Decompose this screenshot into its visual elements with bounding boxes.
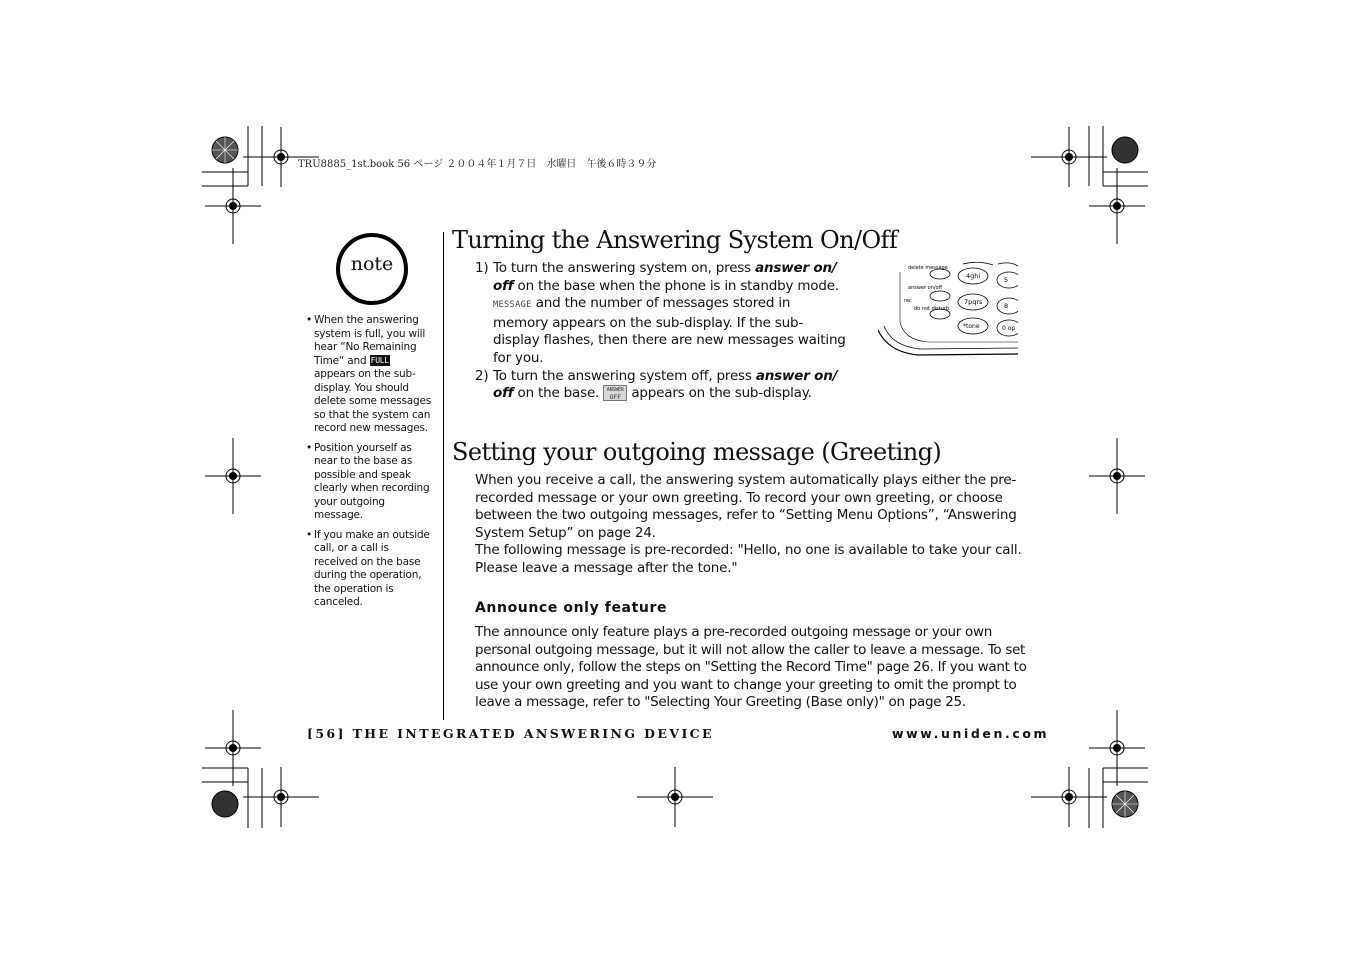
note-item: • When the answering system is full, you will hear “No Remaining Time“ and FULL appears on the sub-display. You should delete some messages so that the system can record new messages. — [306, 314, 434, 436]
column-divider — [443, 232, 444, 720]
phone-key: 7pqrs — [964, 298, 983, 306]
steps-list — [475, 260, 847, 403]
note-item: • Position yourself as near to the base as possible and speak clearly when recording your outgoing message. — [306, 442, 434, 523]
greeting-paragraph: When you receive a call, the answering system automatically plays either the pre-recorded message or your own greeting. To record your own greeting, or choose between the two outgoing messages, refer to “Setting Menu Options”, “Answering System Setup” on page 24. The following message is pre-recorded: "Hello, no one is available to take your call. Please leave a message after the tone." — [475, 472, 1022, 576]
phone-label: delete message — [908, 265, 948, 271]
answer-on-off-key: answer on/ off — [493, 260, 837, 294]
answer-on-off-key: answer on/ off — [493, 367, 838, 402]
phone-label: rec — [904, 298, 912, 304]
full-indicator-icon: FULL — [370, 356, 390, 365]
phone-label: answer on/off — [908, 285, 943, 291]
section-title-answering-on-off: Turning the Answering System On/Off — [452, 226, 898, 254]
section-title-outgoing-message: Setting your outgoing message (Greeting) — [452, 438, 942, 466]
answer-off-lcd-icon: ANSWER OFF — [603, 385, 627, 401]
message-lcd-icon: MESSAGE — [493, 300, 532, 311]
note-list — [306, 314, 434, 616]
note-label: note — [350, 253, 394, 275]
step-2: 2) To turn the answering system off, press answer on/ off on the base. ANSWER OFF appears on the sub-display. — [475, 367, 838, 402]
announce-only-paragraph: The announce only feature plays a pre-recorded outgoing message or your own personal outgoing message, but it will not allow the caller to leave a message. To set announce only, follow the steps on "Setting the Record Time" page 26. If you want to use your own greeting and you want to change your greeting to omit the prompt to leave a message, refer to "Selecting Your Greeting (Base only)" on page 25. — [475, 624, 1027, 711]
phone-key: 4ghi — [966, 272, 981, 280]
phone-key: *tone — [963, 323, 980, 330]
phone-key: 5 — [1004, 276, 1009, 284]
announce-only-heading: Announce only feature — [475, 600, 668, 616]
phone-key: 0 op — [1002, 325, 1016, 332]
step-1: 1) To turn the answering system on, press answer on/ off on the base when the phone is in standby mode. MESSAGE and the number of messages stored in memory appears on the sub-display. If the sub-display flashes, then there are new messages waiting for you. — [475, 260, 846, 366]
note-item: • If you make an outside call, or a call is received on the base during the operation, the operation is canceled. — [306, 529, 434, 610]
phone-base-illustration — [878, 262, 1018, 362]
phone-key: 8 — [1004, 302, 1009, 310]
file-stamp: TRU8885_1st.book 56 ページ ２００４年１月７日 水曜日 午後６時３９分 — [298, 159, 657, 170]
page-footer-title: [56] THE INTEGRATED ANSWERING DEVICE — [307, 726, 714, 741]
phone-label: do not disturb — [914, 306, 950, 312]
website-link[interactable]: www.uniden.com — [892, 726, 1050, 741]
